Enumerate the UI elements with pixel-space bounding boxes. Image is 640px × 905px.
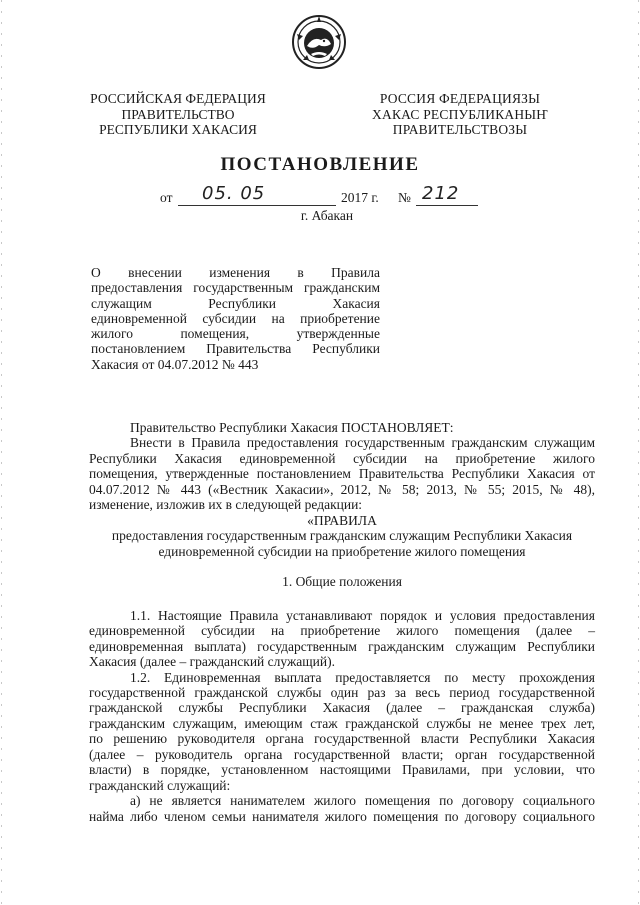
subject-line: жилого помещения, утвержденные bbox=[91, 326, 380, 342]
paragraph-1-1-line: 1.1. Настоящие Правила устанавливают порядок и условия предоставления bbox=[130, 607, 595, 623]
document-title: ПОСТАНОВЛЕНИЕ bbox=[220, 154, 420, 175]
subject-line: постановлением Правительства Республики bbox=[91, 341, 380, 357]
rules-subtitle-line: предоставления государственным гражданским служащим Республики Хакасия bbox=[111, 528, 573, 544]
paragraph-a-line: найма либо членом семьи нанимателя жилого помещения по договору социального bbox=[89, 808, 595, 824]
header-right-line: ПРАВИТЕЛЬСТВОЗЫ bbox=[392, 122, 528, 137]
year-text: 2017 г. bbox=[341, 190, 379, 205]
intro-line: изменение, изложив их в следующей редакции: bbox=[89, 497, 363, 513]
date-number-line bbox=[160, 183, 500, 208]
subject-block bbox=[91, 265, 380, 372]
intro-line: Внести в Правила предоставления государственным гражданским служащим bbox=[130, 435, 595, 451]
paragraph-1-1-line: единовременная выплата) государственным гражданским служащим Республики bbox=[89, 638, 595, 654]
header-right-line: ХАКАС РЕСПУБЛИКАНЫҤ bbox=[372, 106, 548, 122]
subject-line: предоставления государственным гражданским bbox=[91, 280, 380, 296]
number-underline bbox=[416, 205, 478, 206]
header-left-russian bbox=[78, 91, 278, 138]
handwritten-number: 212 bbox=[422, 183, 460, 204]
rules-subtitle-line: единовременной субсидии на приобретение жилого помещения bbox=[158, 543, 526, 559]
paragraph-1-2-line: гражданским служащим, имеющим стаж гражданской службы не менее трех лет, bbox=[89, 715, 595, 731]
header-left-line: РЕСПУБЛИКИ ХАКАСИЯ bbox=[99, 122, 257, 137]
subject-line: единовременной субсидии на приобретение bbox=[91, 310, 380, 326]
paragraph-1-1-line: единовременной субсидии на приобретение жилого помещения (далее – bbox=[89, 623, 595, 639]
section-1-title: 1. Общие положения bbox=[282, 574, 402, 590]
paragraph-1-1-line: Хакасия (далее – гражданский служащий). bbox=[89, 654, 335, 670]
header-left-line: РОССИЙСКАЯ ФЕДЕРАЦИЯ bbox=[90, 91, 266, 106]
paragraph-1-2-line: власти) в порядке, установленном настоящими Правилами, при условии, что bbox=[89, 762, 595, 778]
paragraph-1-2-line: 1.2. Единовременная выплата предоставляется по месту прохождения bbox=[130, 669, 595, 685]
date-prefix: от bbox=[160, 190, 173, 205]
rules-title: «ПРАВИЛА bbox=[307, 512, 377, 528]
paragraph-1-2-line: по решению руководителя органа государственной власти Республики Хакасия bbox=[89, 731, 595, 747]
intro-line: Республики Хакасия единовременной субсидии на приобретение жилого bbox=[89, 450, 595, 466]
header-right-line: РОССИЯ ФЕДЕРАЦИЯЗЫ bbox=[379, 91, 541, 106]
city-name: г. Абакан bbox=[300, 208, 354, 223]
header-right-khakas bbox=[360, 91, 560, 138]
paragraph-1-2-line: государственной гражданской службы один раз за весь период государственной bbox=[89, 685, 595, 700]
republic-coat-of-arms-emblem bbox=[291, 14, 347, 70]
handwritten-date: 05. 05 bbox=[202, 183, 266, 204]
header-left-line: ПРАВИТЕЛЬСТВО bbox=[121, 106, 235, 122]
date-underline bbox=[178, 205, 336, 206]
decree-line: Правительство Республики Хакасия ПОСТАНОВЛЯЕТ: bbox=[130, 420, 454, 435]
subject-line: Хакасия от 04.07.2012 № 443 bbox=[91, 356, 259, 372]
intro-line: помещения, утвержденные постановлением Правительства Республики Хакасия от bbox=[89, 466, 595, 482]
paragraph-1-2-line: (далее – руководитель органа государственной власти; орган государственной bbox=[89, 746, 595, 762]
subject-line: служащим Республики Хакасия bbox=[91, 295, 380, 311]
number-label: № bbox=[398, 190, 411, 205]
paragraph-1-2-line: гражданский служащий: bbox=[89, 777, 231, 793]
paragraph-a-line: а) не является нанимателем жилого помещения по договору социального bbox=[130, 793, 595, 809]
document-body bbox=[89, 420, 595, 824]
intro-line: 04.07.2012 № 443 («Вестник Хакасии», 2012, № 58; 2013, № 55; 2015, № 48), bbox=[89, 481, 595, 497]
subject-line: О внесении изменения в Правила bbox=[91, 265, 380, 280]
left-scan-edge bbox=[0, 0, 3, 905]
paragraph-1-2-line: гражданской службы Республики Хакасия (далее – гражданская служба) bbox=[89, 700, 595, 716]
